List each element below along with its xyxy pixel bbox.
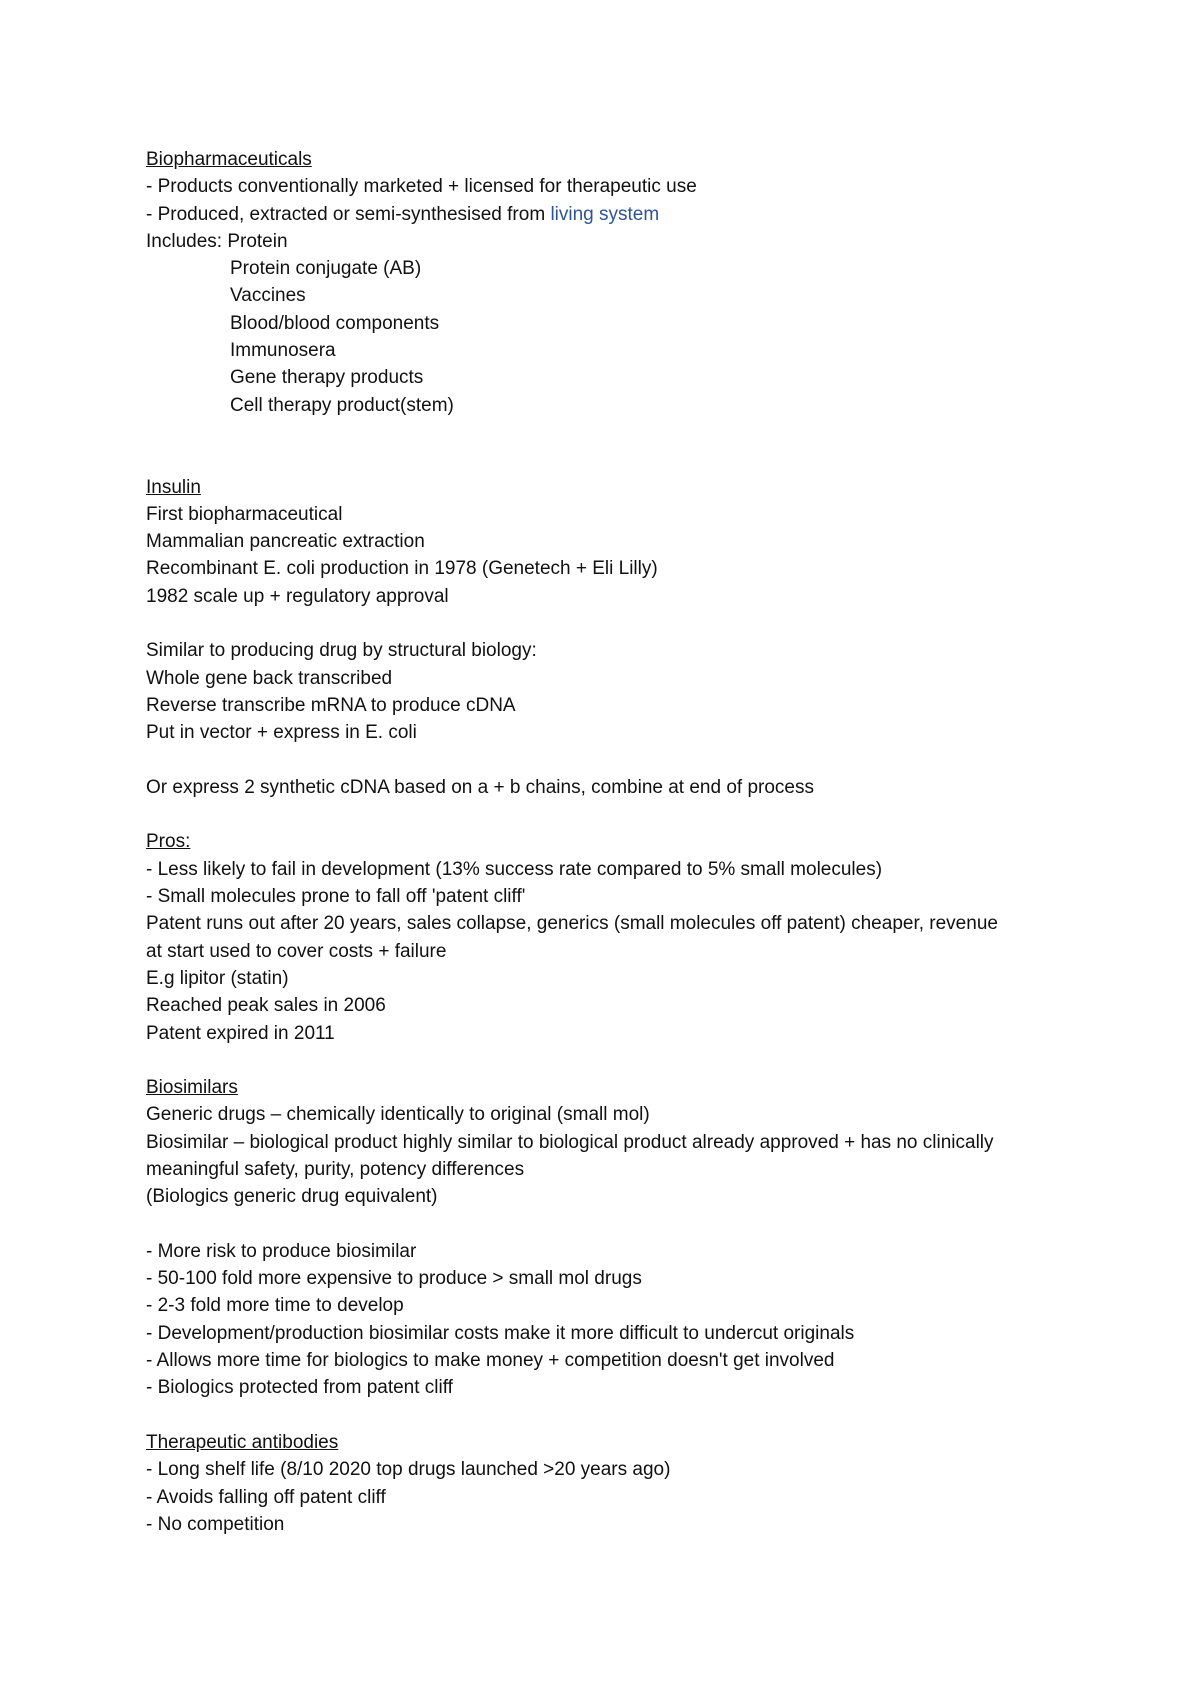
includes-label: Includes: Protein [146, 230, 288, 252]
section-heading-insulin: Insulin [146, 476, 201, 498]
antibodies-line: - Long shelf life (8/10 2020 top drugs launched >20 years ago) [146, 1459, 671, 1481]
alternative-line: Or express 2 synthetic cDNA based on a + b chains, combine at end of process [146, 776, 814, 798]
spacer [146, 801, 1106, 828]
section-heading-biosimilars: Biosimilars [146, 1077, 238, 1099]
includes-item: Blood/blood components [230, 312, 440, 334]
spacer [146, 1402, 1106, 1429]
includes-item: Cell therapy product(stem) [230, 394, 454, 416]
pros-line: - Small molecules prone to fall off 'patent cliff' [146, 886, 526, 908]
pros-line: E.g lipitor (statin) [146, 967, 289, 989]
antibodies-line: - No competition [146, 1513, 285, 1535]
living-system-highlight: living system [550, 203, 660, 225]
spacer [146, 419, 1106, 446]
insulin-line: First biopharmaceutical [146, 503, 343, 525]
pros-line: - Less likely to fail in development (13% success rate compared to 5% small molecules) [146, 858, 883, 880]
biosimilars-point: - Development/production biosimilar costs make it more difficult to undercut originals [146, 1322, 855, 1344]
similar-line: Put in vector + express in E. coli [146, 722, 417, 744]
biosimilars-point: - More risk to produce biosimilar [146, 1240, 417, 1262]
biopharm-bullet-2-text: - Produced, extracted or semi-synthesised from [146, 203, 551, 225]
spacer [146, 610, 1106, 637]
document-page [146, 146, 1106, 1538]
insulin-line: Recombinant E. coli production in 1978 (Genetech + Eli Lilly) [146, 558, 658, 580]
includes-item: Immunosera [230, 340, 336, 362]
biopharm-bullet-1: - Products conventionally marketed + licensed for therapeutic use [146, 176, 697, 198]
biosimilars-point: - 2-3 fold more time to develop [146, 1295, 404, 1317]
spacer [146, 1211, 1106, 1238]
pros-line: Patent expired in 2011 [146, 1022, 335, 1044]
pros-line: Reached peak sales in 2006 [146, 995, 386, 1017]
includes-item: Gene therapy products [230, 367, 424, 389]
biosimilars-point: - Allows more time for biologics to make money + competition doesn't get involved [146, 1350, 835, 1372]
pros-line: Patent runs out after 20 years, sales collapse, generics (small molecules off patent) cheaper, revenue [146, 913, 998, 935]
biosimilars-point: - 50-100 fold more expensive to produce > small mol drugs [146, 1268, 642, 1290]
spacer [146, 446, 1106, 473]
section-heading-biopharmaceuticals: Biopharmaceuticals [146, 149, 312, 170]
biosimilars-point: - Biologics protected from patent cliff [146, 1377, 453, 1399]
biosimilars-line: meaningful safety, purity, potency differences [146, 1158, 525, 1180]
insulin-line: Mammalian pancreatic extraction [146, 531, 425, 553]
section-heading-therapeutic-antibodies: Therapeutic antibodies [146, 1431, 339, 1453]
similar-line: Reverse transcribe mRNA to produce cDNA [146, 694, 516, 716]
insulin-line: 1982 scale up + regulatory approval [146, 585, 449, 607]
similar-line: Whole gene back transcribed [146, 667, 393, 689]
includes-item: Protein conjugate (AB) [230, 258, 422, 280]
antibodies-line: - Avoids falling off patent cliff [146, 1486, 386, 1508]
spacer [146, 747, 1106, 774]
section-heading-pros: Pros: [146, 831, 191, 853]
spacer [146, 1047, 1106, 1074]
pros-line: at start used to cover costs + failure [146, 940, 447, 962]
includes-item: Vaccines [230, 285, 306, 307]
biosimilars-line: Generic drugs – chemically identically to original (small mol) [146, 1104, 650, 1126]
similar-line: Similar to producing drug by structural biology: [146, 640, 537, 662]
biopharm-bullet-2 [146, 201, 1106, 228]
biosimilars-line: Biosimilar – biological product highly similar to biological product already approved + has no clinically [146, 1131, 994, 1153]
biosimilars-line: (Biologics generic drug equivalent) [146, 1186, 438, 1208]
